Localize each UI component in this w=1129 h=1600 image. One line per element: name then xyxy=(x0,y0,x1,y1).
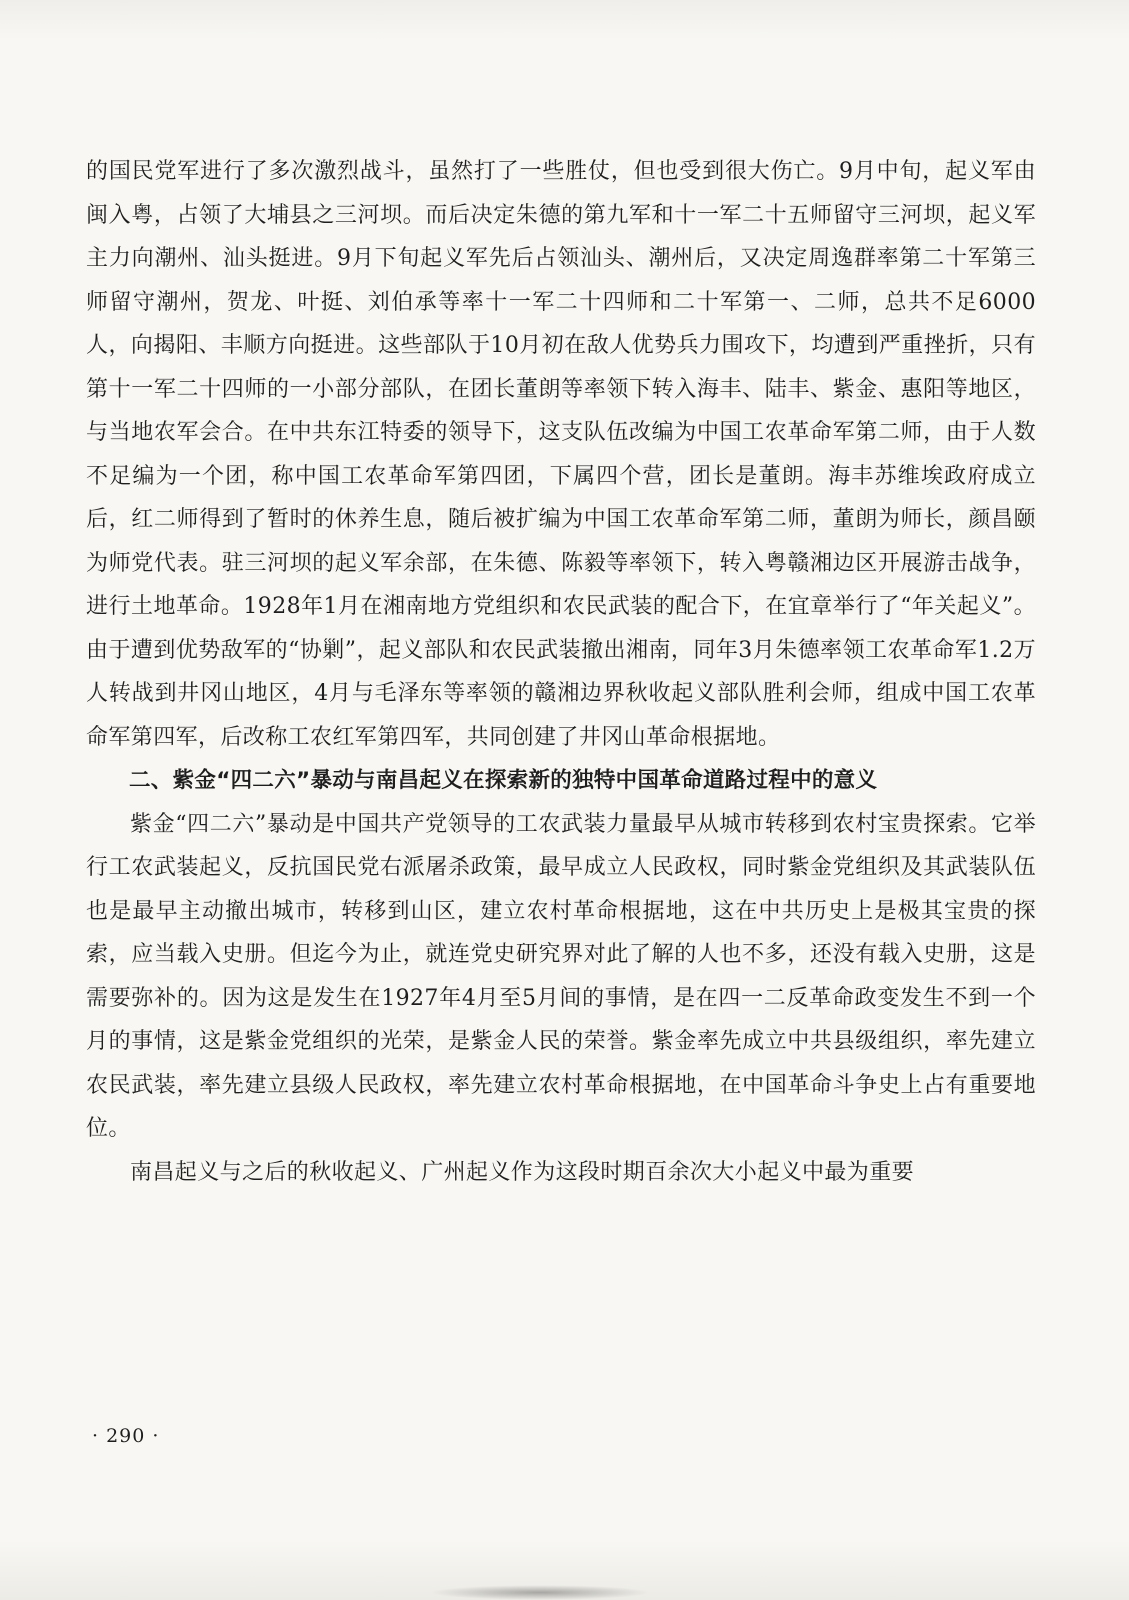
scan-shadow xyxy=(430,1585,650,1600)
page-number: · 290 · xyxy=(92,1425,160,1447)
paragraph-zijin: 紫金“四二六”暴动是中国共产党领导的工农武装力量最早从城市转移到农村宝贵探索。它举行工农武装起义，反抗国民党右派屠杀政策，最早成立人民政权，同时紫金党组织及其武装队伍也是最早主动撤出城市，转移到山区，建立农村革命根据地，这在中共历史上是极其宝贵的探索，应当载入史册。但迄今为止，就连党史研究界对此了解的人也不多，还没有载入史册，这是需要弥补的。因为这是发生在1927年4月至5月间的事情，是在四一二反革命政变发生不到一个月的事情，这是紫金党组织的光荣，是紫金人民的荣誉。紫金率先成立中共县级组织，率先建立农民武装，率先建立县级人民政权，率先建立农村革命根据地，在中国革命斗争史上占有重要地位。 xyxy=(86,811,1036,1141)
paragraph-nanchang: 南昌起义与之后的秋收起义、广州起义作为这段时期百余次大小起义中最为重要 xyxy=(130,1159,915,1185)
paragraph-continued: 的国民党军进行了多次激烈战斗，虽然打了一些胜仗，但也受到很大伤亡。9月中旬，起义军由闽入粤，占领了大埔县之三河坝。而后决定朱德的第九军和十一军二十五师留守三河坝，起义军主力向潮州、汕头挺进。9月下旬起义军先后占领汕头、潮州后，又决定周逸群率第二十军第三师留守潮州，贺龙、叶挺、刘伯承等率十一军二十四师和二十军第一、二师，总共不足6000人，向揭阳、丰顺方向挺进。这些部队于10月初在敌人优势兵力围攻下，均遭到严重挫折，只有第十一军二十四师的一小部分部队，在团长董朗等率领下转入海丰、陆丰、紫金、惠阳等地区，与当地农军会合。在中共东江特委的领导下，这支队伍改编为中国工农革命军第二师，由于人数不足编为一个团，称中国工农革命军第四团，下属四个营，团长是董朗。海丰苏维埃政府成立后，红二师得到了暂时的休养生息，随后被扩编为中国工农革命军第二师，董朗为师长，颜昌颐为师党代表。驻三河坝的起义军余部，在朱德、陈毅等率领下，转入粤赣湘边区开展游击战争，进行土地革命。1928年1月在湘南地方党组织和农民武装的配合下，在宜章举行了“年关起义”。由于遭到优势敌军的“协剿”，起义部队和农民武装撤出湘南，同年3月朱德率领工农革命军1.2万人转战到井冈山地区，4月与毛泽东等率领的赣湘边界秋收起义部队胜利会师，组成中国工农革命军第四军，后改称工农红军第四军，共同创建了井冈山革命根据地。 xyxy=(86,159,1036,750)
section-heading: 二、紫金“四二六”暴动与南昌起义在探索新的独特中国革命道路过程中的意义 xyxy=(129,768,878,793)
body-text xyxy=(86,150,1036,1194)
